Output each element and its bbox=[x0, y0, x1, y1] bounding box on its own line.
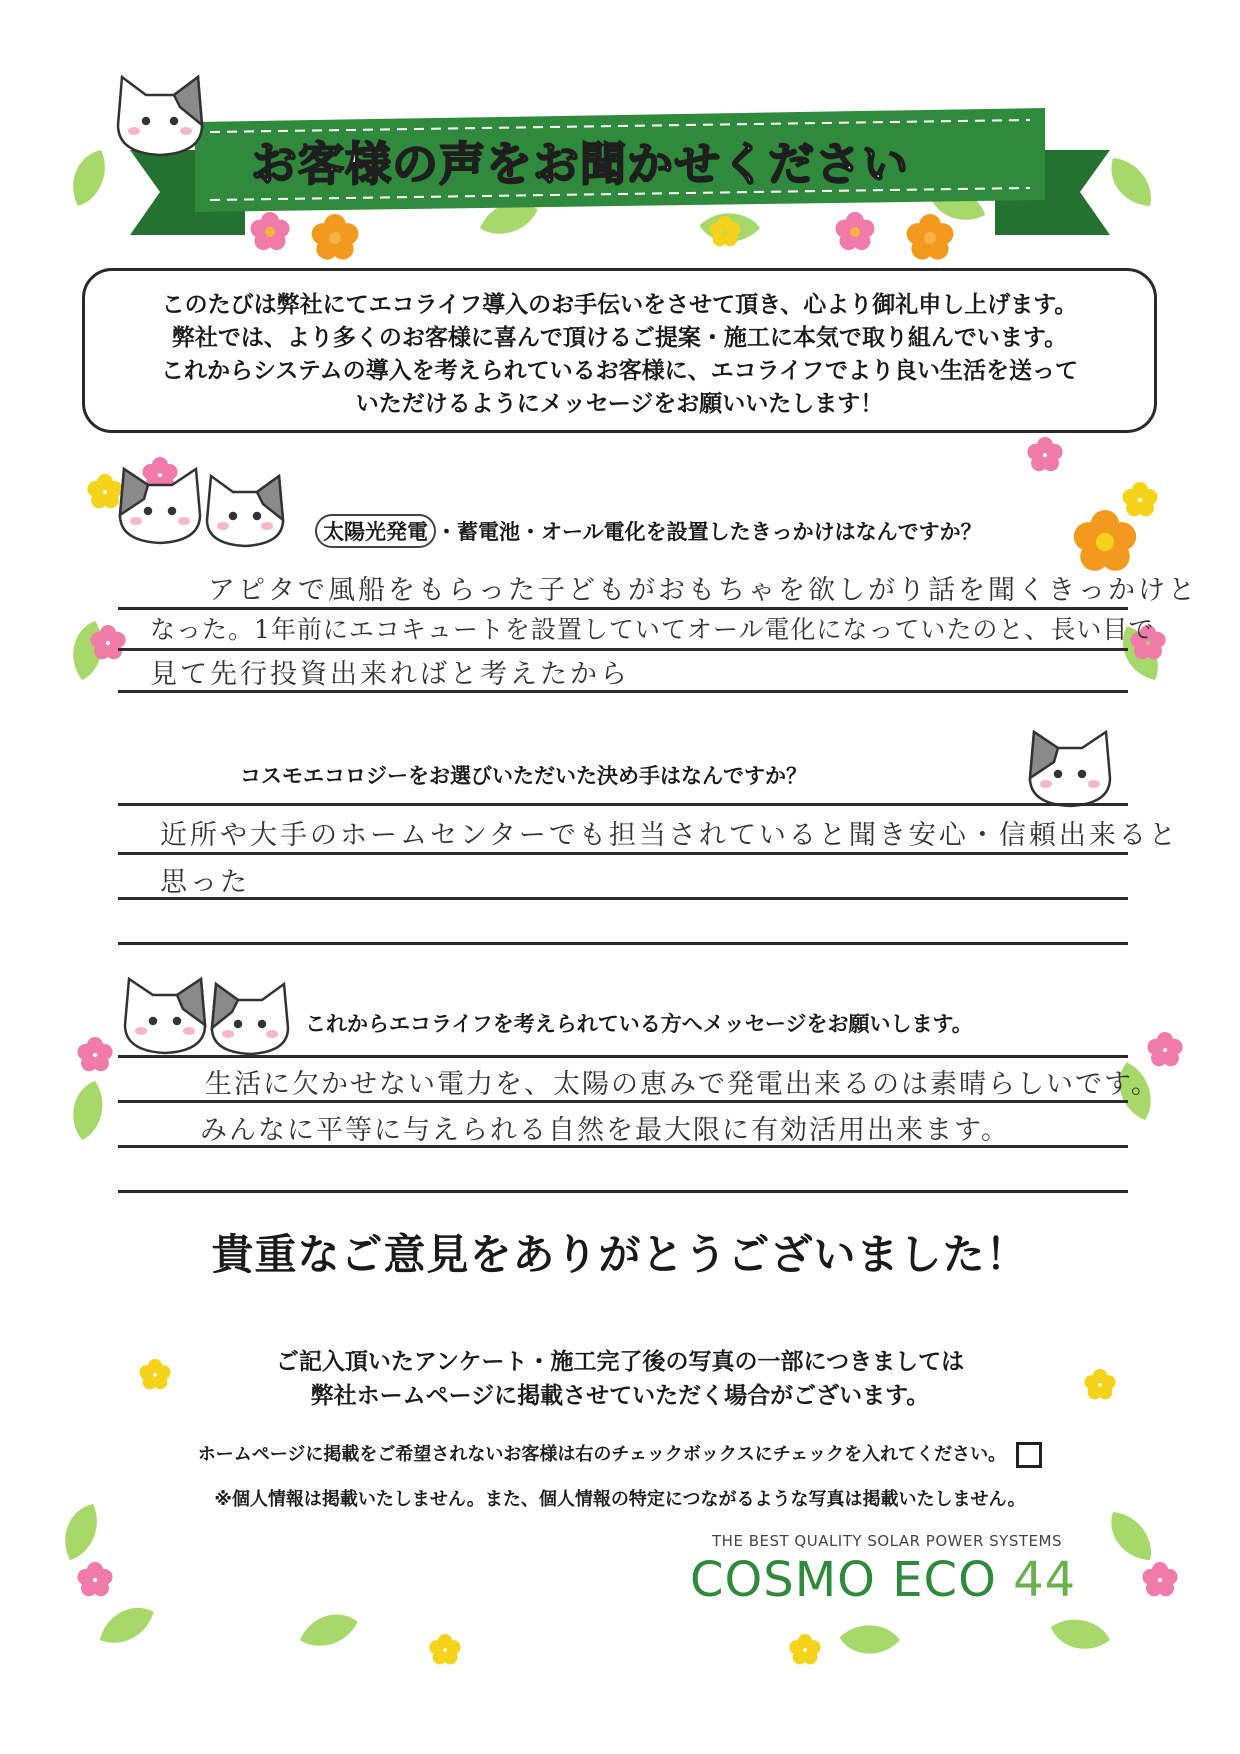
question-1-text: ・蓄電池・オール電化を設置したきっかけはなんですか？ bbox=[436, 520, 982, 544]
page-title: お客様の声をお聞かせください bbox=[251, 137, 909, 191]
answer-text: 生活に欠かせない電力を、太陽の恵みで発電出来るのは素晴らしいです。 bbox=[205, 1069, 1160, 1100]
answer-line bbox=[118, 1055, 1128, 1058]
answer-line bbox=[118, 648, 1128, 651]
answer-line bbox=[118, 803, 1128, 806]
thanks-heading: 貴重なご意見をありがとうございました！ bbox=[211, 1230, 1029, 1279]
logo-name: COSMO ECO bbox=[690, 1552, 997, 1608]
answer-text: みんなに平等に与えられる自然を最大限に有効活用出来ます。 bbox=[200, 1115, 1010, 1146]
answer-text: 見て先行投資出来ればと考えたから bbox=[150, 659, 630, 690]
logo-tagline: THE BEST QUALITY SOLAR POWER SYSTEMS bbox=[712, 1532, 1062, 1550]
question-3: これからエコライフを考えられている方へメッセージをお願いします。 bbox=[305, 1012, 973, 1036]
checkbox-row bbox=[0, 1440, 1240, 1468]
company-logo bbox=[690, 1552, 1076, 1608]
question-1-tag: 太陽光発電 bbox=[315, 514, 436, 548]
publish-optout-checkbox[interactable] bbox=[1016, 1442, 1042, 1468]
notice-line: ご記入頂いたアンケート・施工完了後の写真の一部につきましては bbox=[275, 1349, 965, 1375]
answer-line bbox=[118, 1190, 1128, 1193]
answer-text: なった。1年前にエコキュートを設置していてオール電化になっていたのと、長い目で bbox=[150, 615, 1155, 644]
question-1 bbox=[315, 514, 982, 548]
logo-number: 44 bbox=[1013, 1552, 1077, 1608]
notice-line: 弊社ホームページに掲載させていただく場合がございます。 bbox=[310, 1383, 930, 1409]
intro-box bbox=[82, 268, 1157, 433]
question-2: コスモエコロジーをお選びいただいた決め手はなんですか？ bbox=[240, 764, 807, 788]
checkbox-label: ホームページに掲載をご希望されないお客様は右のチェックボックスにチェックを入れてください。 bbox=[197, 1444, 1007, 1465]
answer-text: 思った bbox=[160, 867, 250, 898]
privacy-note: ※個人情報は掲載いたしません。また、個人情報の特定につながるような写真は掲載いたしません。 bbox=[214, 1489, 1026, 1510]
answer-line bbox=[118, 942, 1128, 945]
answer-line bbox=[118, 897, 1128, 900]
answer-text: アピタで風船をもらった子どもがおもちゃを欲しがり話を聞くきっかけと bbox=[208, 575, 1198, 606]
intro-line: いただけるようにメッセージをお願いいたします！ bbox=[355, 391, 884, 417]
intro-line: 弊社では、より多くのお客様に喜んで頂けるご提案・施工に本気で取り組んでいます。 bbox=[171, 325, 1068, 351]
intro-line: このたびは弊社にてエコライフ導入のお手伝いをさせて頂き、心より御礼申し上げます。 bbox=[161, 292, 1078, 318]
answer-line bbox=[118, 852, 1128, 855]
answer-text: 近所や大手のホームセンターでも担当されていると聞き安心・信頼出来ると bbox=[160, 820, 1179, 851]
intro-line: これからシステムの導入を考えられているお客様に、エコライフでより良い生活を送って bbox=[160, 358, 1078, 384]
